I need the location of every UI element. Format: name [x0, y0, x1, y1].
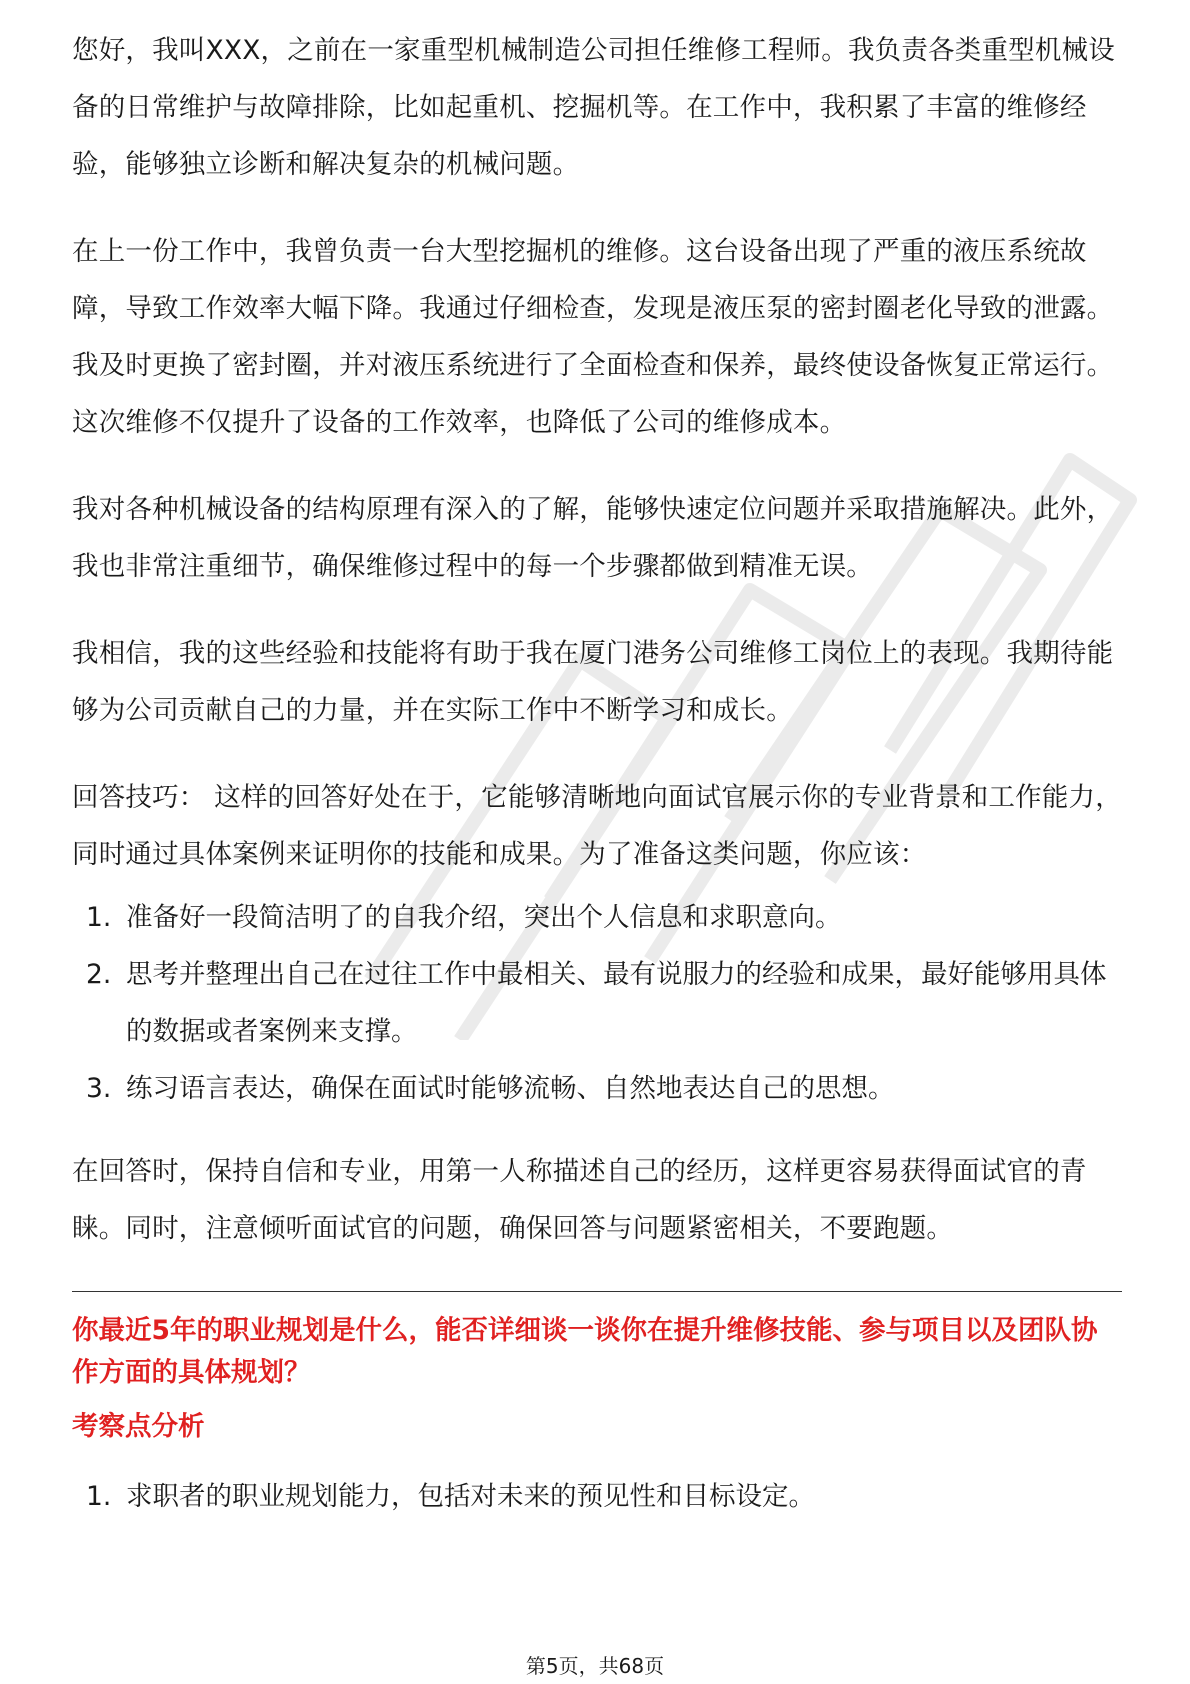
list-item	[72, 889, 1122, 946]
main-content	[72, 22, 1122, 1551]
paragraph-case: 在上一份工作中，我曾负责一台大型挖掘机的维修。这台设备出现了严重的液压系统故障，导致工作效率大幅下降。我通过仔细检查，发现是液压泵的密封圈老化导致的泄露。我及时更换了密封圈，并对液压系统进行了全面检查和保养，最终使设备恢复正常运行。这次维修不仅提升了设备的工作效率，也降低了公司的维修成本。	[72, 236, 1114, 438]
analysis-list	[72, 1468, 1122, 1525]
paragraph-intro: 您好，我叫XXX，之前在一家重型机械制造公司担任维修工程师。我负责各类重型机械设备的日常维护与故障排除，比如起重机、挖掘机等。在工作中，我积累了丰富的维修经验，能够独立诊断和解决复杂的机械问题。	[72, 35, 1115, 180]
paragraph-belief: 我相信，我的这些经验和技能将有助于我在厦门港务公司维修工岗位上的表现。我期待能够为公司贡献自己的力量，并在实际工作中不断学习和成长。	[72, 638, 1114, 726]
list-number: 1.	[86, 902, 112, 933]
list-item	[72, 946, 1122, 1060]
paragraph-closing: 在回答时，保持自信和专业，用第一人称描述自己的经历，这样更容易获得面试官的青睐。同时，注意倾听面试官的问题，确保回答与问题紧密相关，不要跑题。	[72, 1156, 1087, 1244]
question-title: 你最近5年的职业规划是什么，能否详细谈一谈你在提升维修技能、参与项目以及团队协作方面的具体规划？	[72, 1315, 1098, 1388]
list-number: 3.	[86, 1073, 112, 1104]
list-item	[72, 1468, 1122, 1525]
paragraph-skills: 我对各种机械设备的结构原理有深入的了解，能够快速定位问题并采取措施解决。此外，我也非常注重细节，确保维修过程中的每一个步骤都做到精准无误。	[72, 494, 1114, 582]
list-number: 1.	[86, 1481, 112, 1512]
section-divider	[72, 1291, 1122, 1292]
paragraph-tip: 回答技巧： 这样的回答好处在于，它能够清晰地向面试官展示你的专业背景和工作能力，同时通过具体案例来证明你的技能和成果。为了准备这类问题，你应该：	[72, 782, 1122, 870]
list-text: 准备好一段简洁明了的自我介绍，突出个人信息和求职意向。	[126, 902, 842, 933]
analysis-heading: 考察点分析	[72, 1411, 205, 1442]
list-item	[72, 1060, 1122, 1117]
page-footer: 第5页，共68页	[525, 1654, 665, 1678]
list-text: 思考并整理出自己在过往工作中最相关、最有说服力的经验和成果，最好能够用具体的数据或者案例来支撑。	[126, 959, 1107, 1047]
list-number: 2.	[86, 959, 112, 990]
list-text: 求职者的职业规划能力，包括对未来的预见性和目标设定。	[126, 1481, 815, 1512]
list-text: 练习语言表达，确保在面试时能够流畅、自然地表达自己的思想。	[126, 1073, 895, 1104]
tips-list	[72, 889, 1122, 1117]
